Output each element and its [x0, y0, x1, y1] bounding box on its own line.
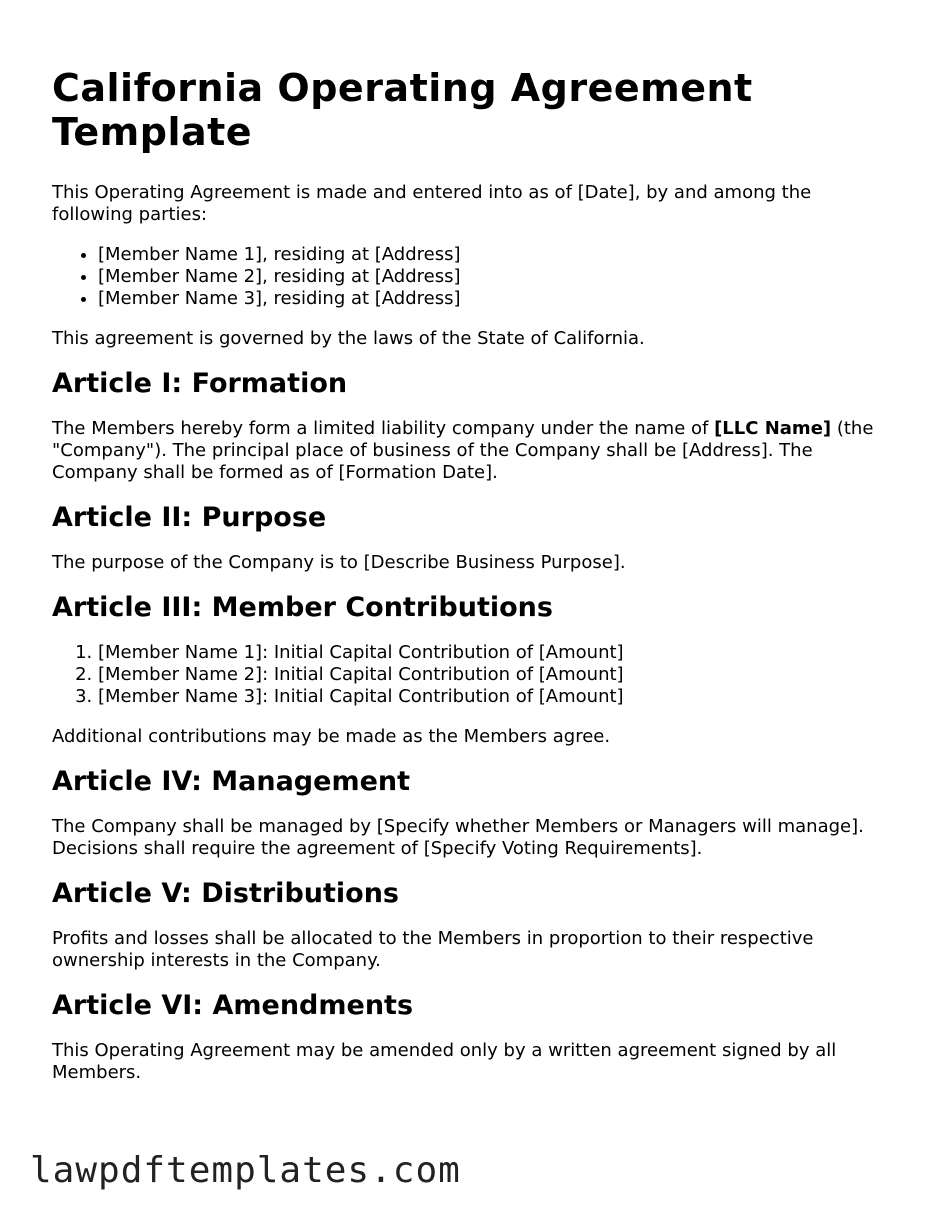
article-amendments-paragraph: This Operating Agreement may be amended only by a written agreement signed by all Members. [52, 1040, 837, 1083]
document-title: California Operating Agreement Template [52, 66, 753, 154]
list-item: 1. [Member Name 1]: Initial Capital Contribution of [Amount] [98, 642, 892, 664]
formation-text-before: The Members hereby form a limited liability company under the name of [52, 418, 715, 439]
article-distributions-paragraph: Profits and losses shall be allocated to the Members in proportion to their respective ownership interests in the Company. [52, 928, 814, 971]
list-item: • [Member Name 3], residing at [Address] [98, 288, 892, 310]
article-distributions-heading: Article V: Distributions [52, 878, 399, 909]
list-item: 3. [Member Name 3]: Initial Capital Contribution of [Amount] [98, 686, 892, 708]
article-amendments-heading: Article VI: Amendments [52, 990, 414, 1021]
list-item: 2. [Member Name 2]: Initial Capital Contribution of [Amount] [98, 664, 892, 686]
article-formation-paragraph [52, 418, 892, 484]
list-item: • [Member Name 1], residing at [Address] [98, 244, 892, 266]
watermark-text: lawpdftemplates.com [30, 1150, 461, 1191]
article-management-heading: Article IV: Management [52, 766, 411, 797]
article-management-paragraph: The Company shall be managed by [Specify whether Members or Managers will manage]. Decisions shall require the agreement of [Specify Voting Requirements]. [52, 816, 864, 859]
article-purpose-heading: Article II: Purpose [52, 502, 327, 533]
parties-list [52, 244, 892, 310]
contributions-note: Additional contributions may be made as the Members agree. [52, 726, 611, 747]
contributions-list [52, 642, 892, 708]
article-contributions-heading: Article III: Member Contributions [52, 592, 553, 623]
formation-text-after: (the "Company"). The principal place of business of the Company shall be [Address]. The Company shall be formed as of [Formation Date]. [52, 418, 874, 483]
list-item: • [Member Name 2], residing at [Address] [98, 266, 892, 288]
article-formation-heading: Article I: Formation [52, 368, 348, 399]
llc-name-placeholder: [LLC Name] [714, 418, 832, 439]
intro-paragraph: This Operating Agreement is made and entered into as of [Date], by and among the following parties: [52, 182, 812, 225]
governing-law-paragraph: This agreement is governed by the laws of the State of California. [52, 328, 645, 349]
document-page [52, 66, 892, 1102]
article-purpose-paragraph: The purpose of the Company is to [Describe Business Purpose]. [52, 552, 626, 573]
